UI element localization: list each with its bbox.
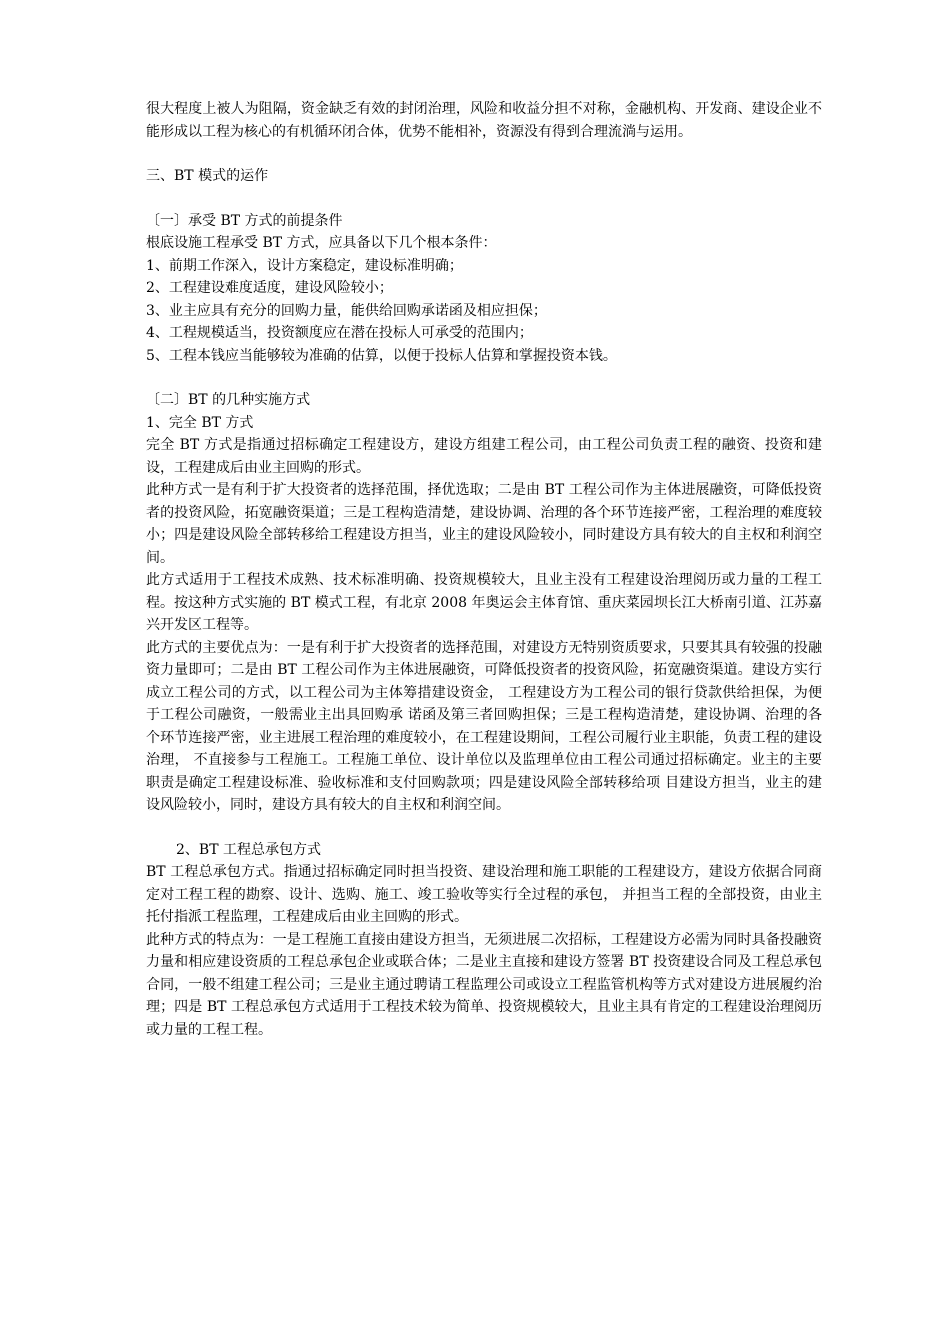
condition-item: 3、业主应具有充分的回购力量，能供给回购承诺函及相应担保； [146, 302, 547, 319]
condition-item: 2、工程建设难度适度，建设风险较小； [146, 280, 393, 296]
method-heading: 1、完全 BT 方式 [146, 414, 254, 431]
body-paragraph: 完全 BT 方式是指通过招标确定工程建设方，建设方组建工程公司，由工程公司负责工程的融资、投资和建设，工程建成后由业主回购的形式。 [146, 437, 822, 476]
body-paragraph: 此种方式一是有利于扩大投资者的选择范围，择优选取；二是由 BT 工程公司作为主体进展融资，可降低投资者的投资风险，拓宽融资渠道；三是工程构造清楚，建设协调、治理的各个环节连接严密，工程治理的难度较小；四是建设风险全部转移给工程建设方担当，业主的建设风险较小，同时建设方具有较大的自主权和利润空间。 [146, 482, 822, 566]
subsection-lead: 根底设施工程承受 BT 方式，应具备以下几个根本条件： [146, 235, 497, 251]
body-paragraph: BT 工程总承包方式。指通过招标确定同时担当投资、建设治理和施工职能的工程建设方，建设方依据合同商定对工程工程的勘察、设计、选购、施工、竣工验收等实行全过程的承包， 并担当工程的全部投资，由业主托付指派工程监理，工程建成后由业主回购的形式。 [146, 864, 822, 925]
intro-paragraph: 很大程度上被人为阻隔，资金缺乏有效的封闭治理，风险和收益分担不对称，金融机构、开发商、建设企业不能形成以工程为核心的有机循环闭合体，优势不能相补，资源没有得到合理流淌与运用。 [146, 101, 822, 140]
document-page [146, 98, 822, 1041]
condition-item: 1、前期工作深入，设计方案稳定，建设标准明确； [146, 257, 463, 274]
section-heading: 三、BT 模式的运作 [146, 168, 269, 184]
body-paragraph: 此种方式的特点为：一是工程施工直接由建设方担当，无须进展二次招标，工程建设方必需为同时具备投融资力量和相应建设资质的工程总承包企业或联合体；二是业主直接和建设方签署 BT 投资建设合同及工程总承包合同，一般不组建工程公司；三是业主通过聘请工程监理公司或设立工程监管机构等方式对建设方进展履约治理；四是 BT 工程总承包方式适用于工程技术较为简单、投资规模较大，且业主具有肯定的工程建设治理阅历或力量的工程工程。 [146, 931, 822, 1038]
condition-item: 4、工程规模适当，投资额度应在潜在投标人可承受的范围内； [146, 325, 533, 341]
method-heading: 2、BT 工程总承包方式 [176, 841, 321, 858]
subsection-heading: 〔二〕BT 的几种实施方式 [146, 392, 311, 408]
subsection-heading: 〔一〕承受 BT 方式的前提条件 [146, 212, 343, 229]
body-paragraph: 此方式的主要优点为：一是有利于扩大投资者的选择范围，对建设方无特别资质要求，只要其具有较强的投融资力量即可；二是由 BT 工程公司作为主体进展融资，可降低投资者的投资风险，拓宽融资渠道。建设方实行成立工程公司的方式，以工程公司为主体筹措建设资金， 工程建设方为工程公司的银行贷款供给担保，为便于工程公司融资，一般需业主出具回购承 诺函及第三者回购担保；三是工程构造清楚，建设协调、治理的各个环节连接严密，业主进展工程治理的难度较小，在工程建设期间，工程公司履行业主职能，负责工程的建设治理， 不直接参与工程施工。工程施工单位、设计单位以及监理单位由工程公司通过招标确定。业主的主要职责是确定工程建设标准、验收标准和支付回购款项；四是建设风险全部转移给项 目建设方担当，业主的建设风险较小，同时，建设方具有较大的自主权和利润空间。 [146, 639, 822, 813]
body-paragraph: 此方式适用于工程技术成熟、技术标准明确、投资规模较大，且业主没有工程建设治理阅历或力量的工程工程。按这种方式实施的 BT 模式工程，有北京 2008 年奥运会主体育馆、重庆菜园坝长江大桥南引道、江苏嘉兴开发区工程等。 [146, 572, 822, 633]
condition-item: 5、工程本钱应当能够较为准确的估算，以便于投标人估算和掌握投资本钱。 [146, 347, 617, 364]
